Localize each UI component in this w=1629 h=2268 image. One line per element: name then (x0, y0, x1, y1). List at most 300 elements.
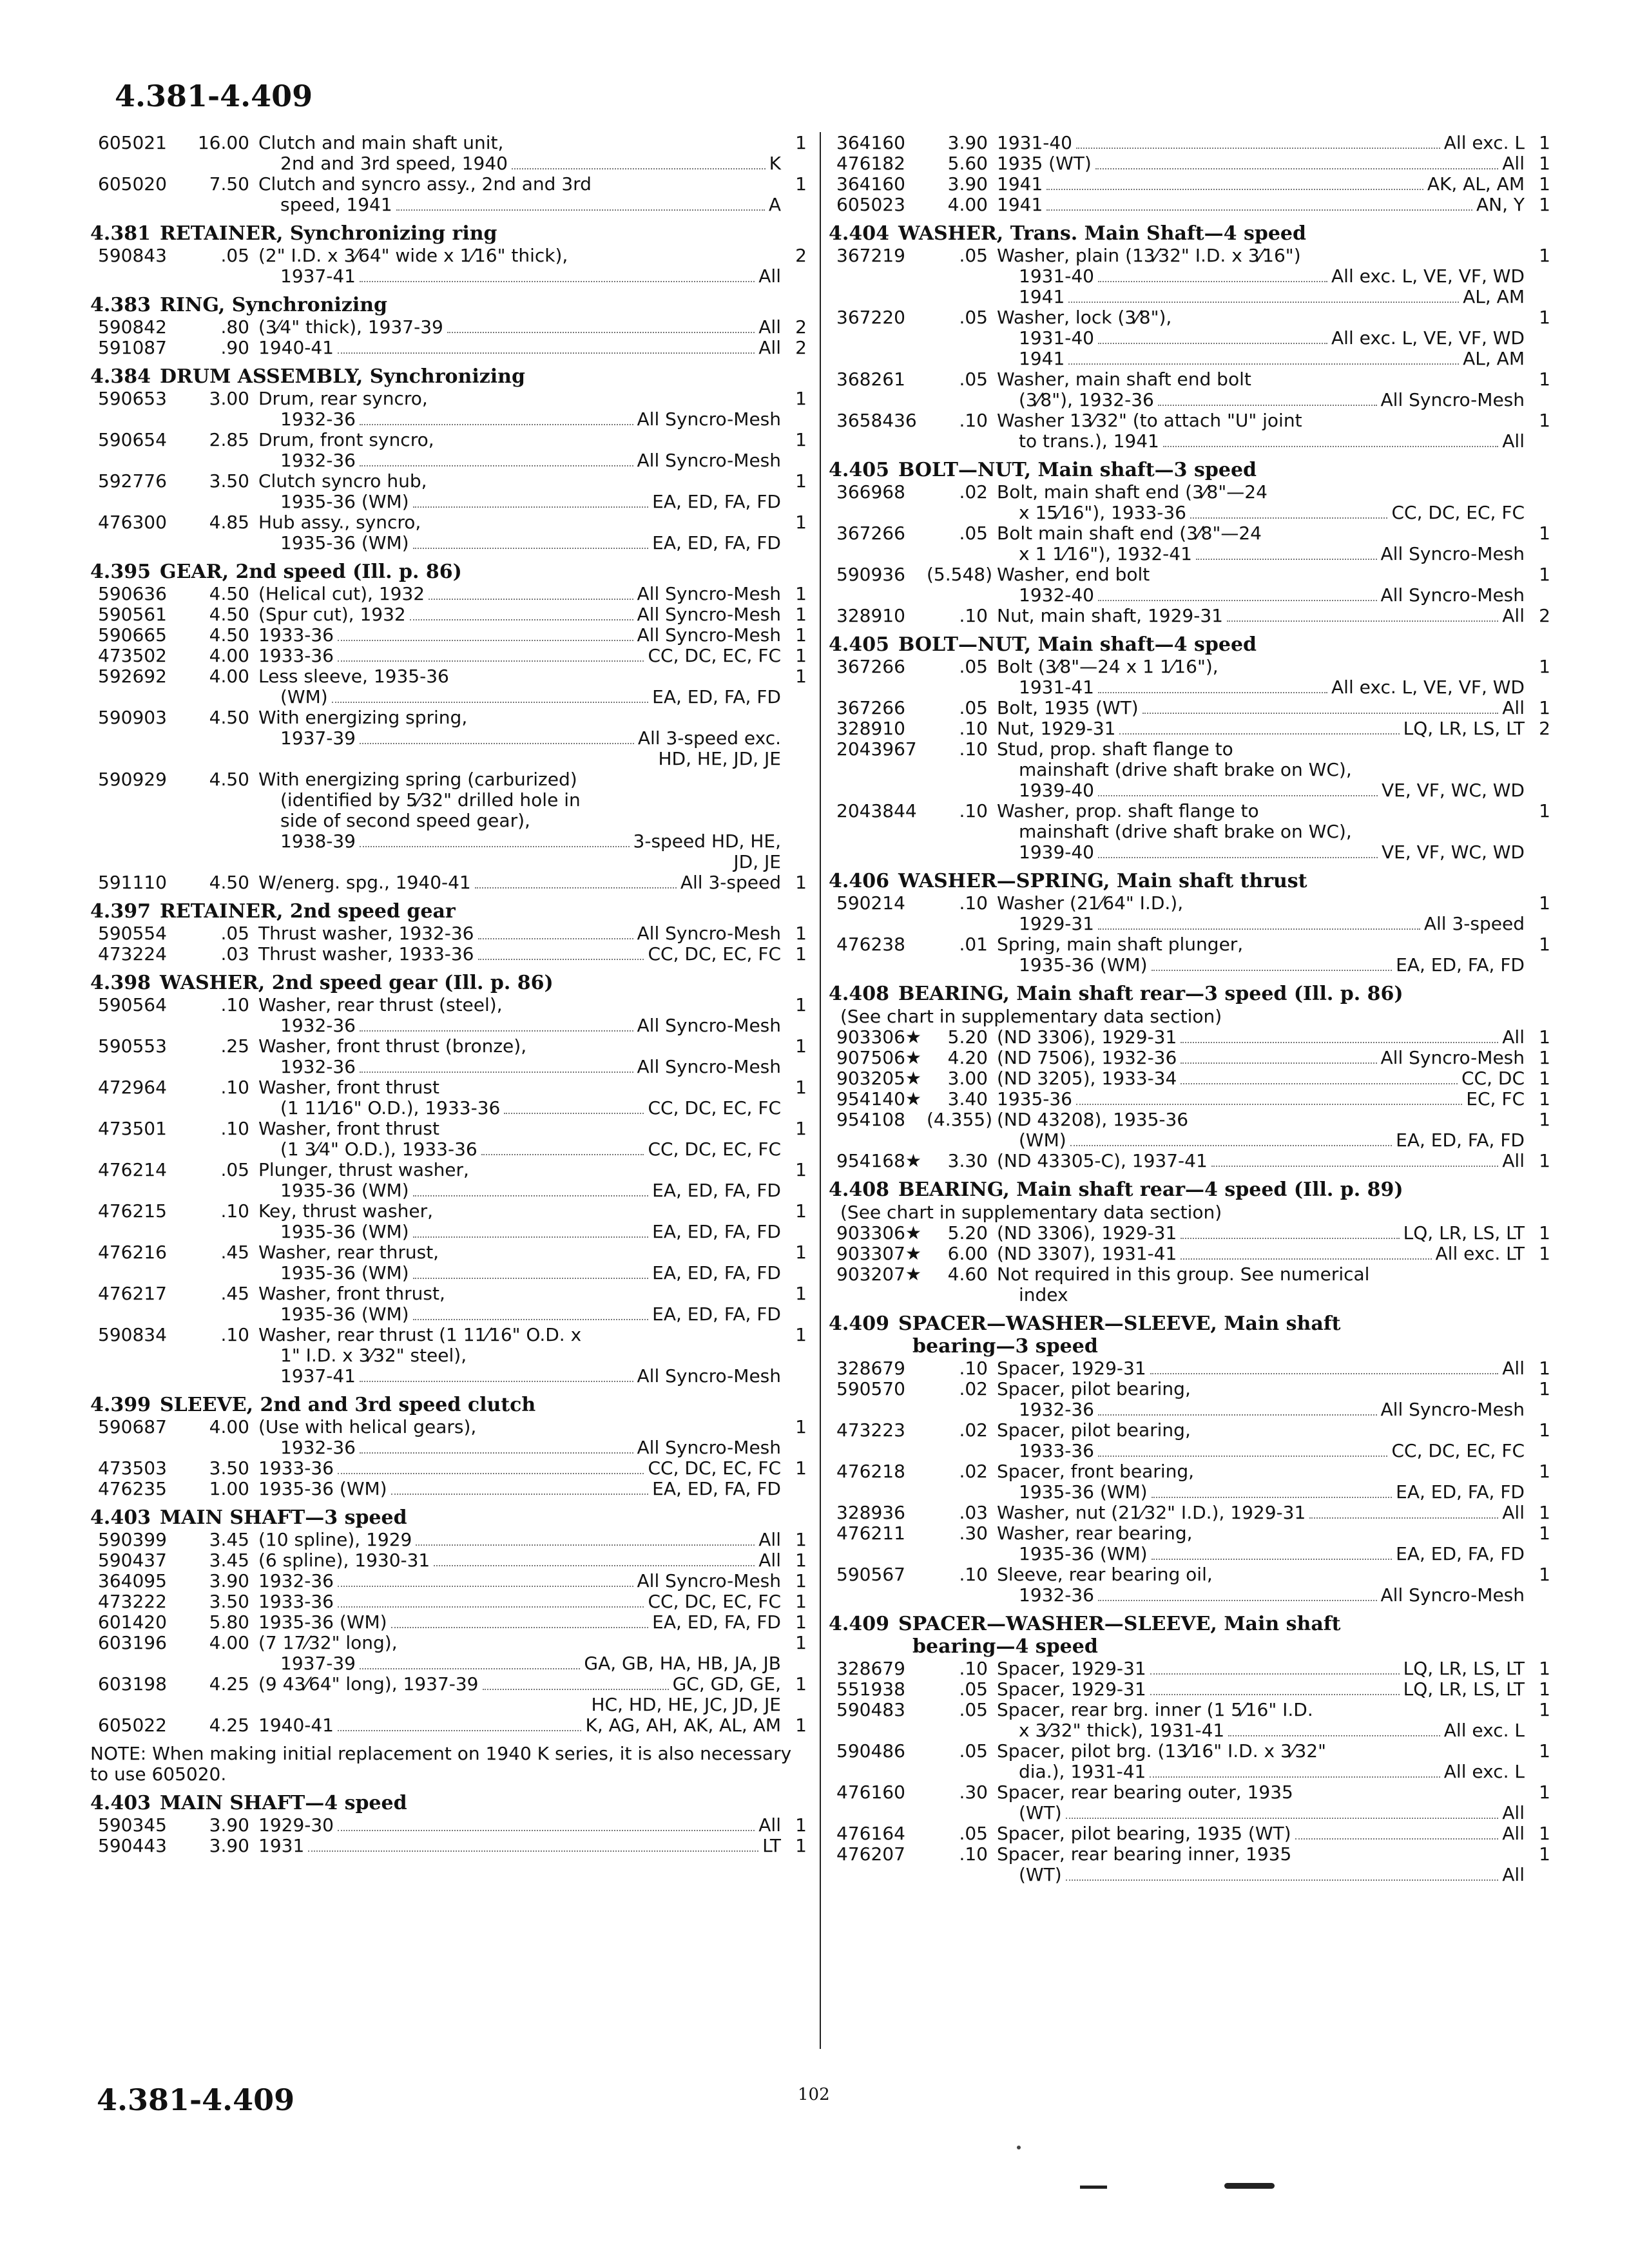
part-description (997, 564, 1525, 606)
description-text: 1940-41 (258, 1715, 334, 1736)
part-description (258, 1612, 781, 1633)
part-row (90, 1077, 807, 1119)
description-line (258, 604, 781, 625)
part-number: 605021 (98, 132, 167, 153)
description-text: Clutch syncro hub, (258, 470, 427, 492)
part-row (90, 1242, 807, 1283)
part-price: 4.20 (947, 1047, 988, 1068)
part-description (258, 512, 781, 553)
description-text: 1931-40 (1019, 327, 1094, 349)
description-line (997, 1244, 1525, 1264)
description-text: index (1019, 1284, 1068, 1305)
quantity: 1 (795, 1591, 807, 1612)
section-title: SLEEVE, 2nd and 3rd speed clutch (159, 1394, 536, 1416)
part-price: 4.50 (209, 624, 249, 646)
part-row (90, 1612, 807, 1633)
part-price: .90 (220, 337, 249, 358)
part-row (90, 1160, 807, 1201)
quantity: 1 (795, 666, 807, 687)
section-number: 4.397 (90, 900, 151, 923)
description-text: (9 43⁄64" long), 1937-39 (258, 1673, 479, 1695)
parts-section (90, 972, 807, 1387)
part-price: .80 (220, 316, 249, 338)
section-heading-cont: bearing—3 speed (912, 1335, 1098, 1358)
part-number: 328910 (836, 605, 905, 626)
description-line (997, 1823, 1525, 1844)
quantity: 1 (1539, 245, 1550, 266)
dot-leader (1181, 1238, 1399, 1239)
model-applicability: LT (762, 1835, 781, 1856)
description-text: 1932-36 (280, 408, 356, 430)
description-line (258, 1263, 781, 1283)
part-description (997, 739, 1525, 801)
description-text: speed, 1941 (280, 194, 392, 215)
part-number: 603198 (98, 1673, 167, 1695)
part-description (997, 307, 1525, 369)
section-rows (90, 245, 807, 287)
description-line (258, 1242, 781, 1263)
quantity: 1 (1539, 1502, 1550, 1523)
dot-leader (360, 1030, 633, 1032)
dot-leader (481, 1154, 644, 1155)
part-row (90, 1283, 807, 1325)
part-price: .05 (959, 369, 988, 390)
part-description (258, 944, 781, 965)
part-row (829, 1844, 1550, 1885)
model-applicability: All Syncro-Mesh (637, 923, 781, 944)
part-row (90, 1571, 807, 1591)
part-number: 473223 (836, 1419, 905, 1441)
model-applicability: EA, ED, FA, FD (1396, 1543, 1525, 1564)
part-price: .10 (959, 718, 988, 739)
dot-leader (413, 1319, 649, 1320)
quantity: 1 (795, 512, 807, 533)
quantity: 1 (795, 1835, 807, 1856)
description-text: to trans.), 1941 (1019, 430, 1159, 452)
description-line (258, 1345, 781, 1366)
part-row (90, 245, 807, 287)
dot-leader (1211, 1166, 1499, 1167)
dot-leader (413, 1236, 649, 1238)
model-applicability: All (1502, 153, 1525, 174)
part-number: 367219 (836, 245, 905, 266)
section-heading-cont: bearing—4 speed (912, 1635, 1098, 1658)
section-title: SPACER—WASHER—SLEEVE, Main shaft (898, 1613, 1341, 1635)
description-line (997, 1658, 1525, 1679)
dot-leader (447, 332, 755, 333)
description-line (997, 585, 1525, 606)
part-number: 590553 (98, 1035, 167, 1057)
part-row (829, 153, 1550, 174)
description-text: 1932-36 (280, 1015, 356, 1036)
dot-leader (1190, 517, 1387, 519)
quantity: 1 (795, 872, 807, 893)
description-text: 1932-36 (258, 1570, 334, 1591)
description-text: Spacer, rear bearing outer, 1935 (997, 1782, 1293, 1803)
description-text: 1929-30 (258, 1814, 334, 1836)
part-row (829, 606, 1550, 626)
section-rows (90, 1530, 807, 1736)
part-price: .05 (959, 1699, 988, 1720)
model-applicability: All (1502, 1802, 1525, 1823)
description-line (997, 1720, 1525, 1741)
description-text: Spacer, 1929-31 (997, 1678, 1146, 1700)
part-price: .05 (959, 697, 988, 718)
dot-leader (1098, 1456, 1387, 1457)
part-description (997, 801, 1525, 863)
part-row (90, 1550, 807, 1571)
dot-leader (1068, 363, 1459, 365)
description-text: Drum, rear syncro, (258, 388, 428, 409)
description-line (258, 533, 781, 553)
description-text: 1933-36 (1019, 1440, 1094, 1461)
description-text: 1931-41 (1019, 677, 1094, 698)
part-row (90, 1591, 807, 1612)
page-number: 102 (798, 2085, 830, 2104)
part-row (829, 1048, 1550, 1068)
quantity: 1 (795, 1077, 807, 1098)
dot-leader (338, 1473, 644, 1474)
part-description (258, 133, 781, 174)
quantity: 1 (1539, 697, 1550, 718)
description-line (258, 1098, 781, 1119)
model-applicability: All 3-speed (680, 872, 781, 893)
dot-leader (1098, 343, 1327, 344)
part-price: 4.00 (947, 194, 988, 215)
dot-leader (416, 1544, 755, 1546)
part-number: 473502 (98, 645, 167, 666)
dot-leader (360, 1668, 580, 1669)
model-applicability: All 3-speed exc. (637, 727, 781, 749)
description-line (258, 646, 781, 666)
section-heading (829, 983, 1550, 1004)
description-line (258, 1417, 781, 1437)
section-number: 4.395 (90, 561, 151, 583)
section-note: (See chart in supplementary data section) (840, 1202, 1222, 1223)
quantity: 1 (1539, 1222, 1550, 1244)
part-number: 590214 (836, 892, 905, 914)
quantity: 1 (795, 1324, 807, 1345)
part-price: 4.50 (209, 707, 249, 728)
section-heading (90, 1507, 807, 1528)
part-description (997, 1823, 1525, 1844)
part-price: 5.20 (947, 1026, 988, 1048)
part-row (829, 1223, 1550, 1244)
description-line (258, 1653, 781, 1674)
dot-leader (338, 352, 755, 354)
parts-section (90, 366, 807, 553)
description-line (997, 266, 1525, 287)
part-row (90, 666, 807, 707)
section-rows (829, 245, 1550, 452)
dot-leader (410, 619, 633, 620)
part-price: .25 (220, 1035, 249, 1057)
section-number: 4.408 (829, 983, 889, 1005)
part-description (997, 1461, 1525, 1503)
model-applicability: LQ, LR, LS, LT (1403, 1658, 1525, 1679)
dot-leader (1066, 1818, 1499, 1819)
description-text: 1932-36 (280, 1056, 356, 1077)
part-number: 590936 (836, 564, 905, 585)
description-line (997, 1523, 1525, 1544)
description-text: 1939-40 (1019, 841, 1094, 863)
part-price: 3.90 (947, 132, 988, 153)
model-applicability: All Syncro-Mesh (637, 1365, 781, 1387)
description-line (258, 1479, 781, 1499)
part-description (258, 1201, 781, 1242)
quantity: 1 (1539, 153, 1550, 174)
quantity: 1 (1539, 1068, 1550, 1089)
description-text: (7 17⁄32" long), (258, 1632, 398, 1653)
description-line (997, 287, 1525, 307)
dot-leader (1098, 1600, 1377, 1601)
part-row (829, 1358, 1550, 1379)
description-text: x 1 1⁄16"), 1932-41 (1019, 543, 1192, 564)
part-number: 590842 (98, 316, 167, 338)
description-line (997, 1679, 1525, 1700)
dot-leader (1119, 733, 1399, 735)
model-applicability: All Syncro-Mesh (1380, 584, 1525, 606)
part-description (997, 482, 1525, 523)
description-text: Washer, end bolt (997, 564, 1150, 585)
model-applicability: EA, ED, FA, FD (652, 1303, 781, 1325)
model-applicability: GC, GD, GE, (672, 1673, 781, 1695)
description-line (997, 698, 1525, 718)
description-line (258, 1283, 781, 1304)
description-text: Sleeve, rear bearing oil, (997, 1564, 1213, 1585)
description-text: x 15⁄16"), 1933-36 (1019, 502, 1186, 523)
model-applicability: EA, ED, FA, FD (652, 1221, 781, 1242)
part-row (829, 410, 1550, 452)
part-row (829, 174, 1550, 195)
description-text: 1929-31 (1019, 913, 1094, 934)
part-price: 4.50 (209, 583, 249, 604)
description-text: (Spur cut), 1932 (258, 604, 406, 625)
description-text: (3⁄4" thick), 1937-39 (258, 316, 443, 338)
quantity: 1 (795, 173, 807, 195)
quantity: 1 (1539, 410, 1550, 431)
part-description (997, 934, 1525, 975)
description-line (997, 739, 1525, 760)
section-rows (829, 1358, 1550, 1606)
part-row (90, 1119, 807, 1160)
part-price: 4.50 (209, 872, 249, 893)
left-column (90, 133, 807, 1864)
quantity: 1 (1539, 1823, 1550, 1844)
parts-section (829, 1179, 1550, 1305)
part-description (997, 1068, 1525, 1089)
quantity: 1 (1539, 523, 1550, 544)
parts-section (90, 561, 807, 893)
model-applicability: All Syncro-Mesh (637, 1437, 781, 1458)
right-column (829, 133, 1550, 1893)
part-description (258, 584, 781, 604)
part-number: 476238 (836, 934, 905, 955)
model-applicability: All (1502, 605, 1525, 626)
quantity: 1 (1539, 892, 1550, 914)
quantity: 1 (795, 645, 807, 666)
quantity: 1 (1539, 1658, 1550, 1679)
description-line (997, 410, 1525, 431)
section-note: (See chart in supplementary data section) (840, 1006, 1222, 1027)
model-applicability: All (758, 337, 781, 358)
description-text: Thrust washer, 1932-36 (258, 923, 474, 944)
section-heading (829, 1179, 1550, 1200)
dot-leader (1098, 692, 1327, 693)
dot-leader (338, 1586, 633, 1587)
description-line (997, 1379, 1525, 1399)
part-price: .10 (959, 1358, 988, 1379)
part-price: .10 (220, 1324, 249, 1345)
part-row (829, 1027, 1550, 1048)
description-line (997, 133, 1525, 153)
description-text: Washer, main shaft end bolt (997, 369, 1251, 390)
part-description (997, 1089, 1525, 1110)
model-applicability: All Syncro-Mesh (637, 450, 781, 471)
description-text: Washer, rear bearing, (997, 1523, 1193, 1544)
part-number: 476235 (98, 1478, 167, 1499)
description-line (258, 338, 781, 358)
part-price: 3.45 (209, 1550, 249, 1571)
dot-leader (434, 1565, 755, 1566)
description-line (997, 1482, 1525, 1503)
part-price: .10 (959, 738, 988, 760)
model-applicability: All (758, 1529, 781, 1550)
section-number: 4.398 (90, 972, 151, 994)
section-title: RETAINER, Synchronizing ring (159, 222, 497, 245)
description-text: 1937-41 (280, 265, 356, 287)
description-text: 1933-36 (258, 1591, 334, 1612)
description-line (997, 1585, 1525, 1606)
description-text: 1935-36 (WM) (280, 1221, 409, 1242)
description-line (258, 471, 781, 492)
part-description (258, 1325, 781, 1387)
part-description (997, 1564, 1525, 1606)
part-row (90, 923, 807, 944)
dot-leader (1070, 1145, 1392, 1146)
description-text: Spacer, rear brg. inner (1 5⁄16" I.D. (997, 1699, 1313, 1720)
parts-section (829, 223, 1550, 452)
part-number: 476207 (836, 1843, 905, 1865)
part-price: 6.00 (947, 1243, 988, 1264)
part-price: .10 (959, 410, 988, 431)
dot-leader (1046, 209, 1472, 211)
part-number: 590564 (98, 994, 167, 1015)
part-description (997, 1358, 1525, 1379)
model-applicability: EA, ED, FA, FD (652, 1611, 781, 1633)
part-price: 4.00 (209, 1632, 249, 1653)
part-row (90, 1201, 807, 1242)
part-price: 3.90 (209, 1570, 249, 1591)
description-text: 1941 (1019, 348, 1065, 369)
description-text: (ND 3306), 1929-31 (997, 1222, 1177, 1244)
model-applicability: EA, ED, FA, FD (652, 1478, 781, 1499)
part-row (90, 471, 807, 512)
quantity: 1 (1539, 1740, 1550, 1762)
description-text: (ND 3205), 1933-34 (997, 1068, 1177, 1089)
parts-section (829, 459, 1550, 626)
part-number: 476211 (836, 1523, 905, 1544)
description-text: 1931 (258, 1835, 305, 1856)
description-text: 1935-36 (WM) (280, 1180, 409, 1201)
part-description (258, 1036, 781, 1077)
dot-leader (360, 465, 633, 466)
description-line (997, 1048, 1525, 1068)
description-text: Spring, main shaft plunger, (997, 934, 1244, 955)
model-applicability: All (1502, 1358, 1525, 1379)
dot-leader (1150, 1373, 1499, 1374)
description-line (258, 195, 781, 215)
model-applicability: All exc. L, VE, VF, WD (1331, 265, 1525, 287)
part-price: .05 (959, 1740, 988, 1762)
description-text: Washer, front thrust (258, 1118, 439, 1139)
part-number: 954168★ (836, 1150, 921, 1171)
part-number: 473501 (98, 1118, 167, 1139)
section-heading (829, 459, 1550, 481)
parts-section (829, 1613, 1550, 1885)
part-description (997, 1741, 1525, 1782)
section-number: 4.405 (829, 459, 889, 481)
section-title: SPACER—WASHER—SLEEVE, Main shaft (898, 1312, 1341, 1335)
part-row (829, 1379, 1550, 1420)
quantity: 1 (1539, 173, 1550, 195)
part-description (258, 430, 781, 471)
dot-leader (1227, 620, 1498, 622)
description-line (258, 1550, 781, 1571)
dot-leader (1152, 1559, 1393, 1560)
quantity: 1 (795, 388, 807, 409)
part-price: 3.90 (209, 1835, 249, 1856)
part-number: 476215 (98, 1200, 167, 1222)
description-line (258, 1458, 781, 1479)
part-row (90, 625, 807, 646)
model-applicability: EA, ED, FA, FD (652, 491, 781, 512)
dot-leader (413, 1195, 649, 1196)
part-row (90, 1715, 807, 1736)
part-price: 3.45 (209, 1529, 249, 1550)
description-text: (ND 43305-C), 1937-41 (997, 1150, 1208, 1171)
description-text: Washer, lock (3⁄8"), (997, 307, 1172, 328)
quantity: 2 (795, 245, 807, 266)
part-row (90, 389, 807, 430)
description-line (258, 1139, 781, 1160)
part-number: 590653 (98, 388, 167, 409)
part-description (258, 1550, 781, 1571)
description-line (258, 666, 781, 687)
dot-leader (1181, 1042, 1498, 1043)
part-number: 590843 (98, 245, 167, 266)
description-text: Spacer, rear bearing inner, 1935 (997, 1843, 1292, 1865)
model-applicability: All exc. L (1443, 132, 1525, 153)
description-line (997, 1027, 1525, 1048)
description-line (258, 1836, 781, 1856)
description-line (258, 266, 781, 287)
description-text: Washer 13⁄32" (to attach "U" joint (997, 410, 1302, 431)
description-text: (10 spline), 1929 (258, 1529, 412, 1550)
page-footer-range: 4.381-4.409 (97, 2082, 295, 2117)
part-row (90, 338, 807, 358)
part-number: 590443 (98, 1835, 167, 1856)
part-number: 476182 (836, 153, 905, 174)
description-line (258, 1571, 781, 1591)
part-number: 590483 (836, 1699, 905, 1720)
model-applicability: CC, DC, EC, FC (648, 943, 781, 965)
dot-leader (1228, 1735, 1440, 1736)
description-line (997, 1564, 1525, 1585)
description-text: Bolt, main shaft end (3⁄8"—24 (997, 481, 1268, 503)
quantity: 1 (1539, 1088, 1550, 1110)
quantity: 1 (1539, 1843, 1550, 1865)
